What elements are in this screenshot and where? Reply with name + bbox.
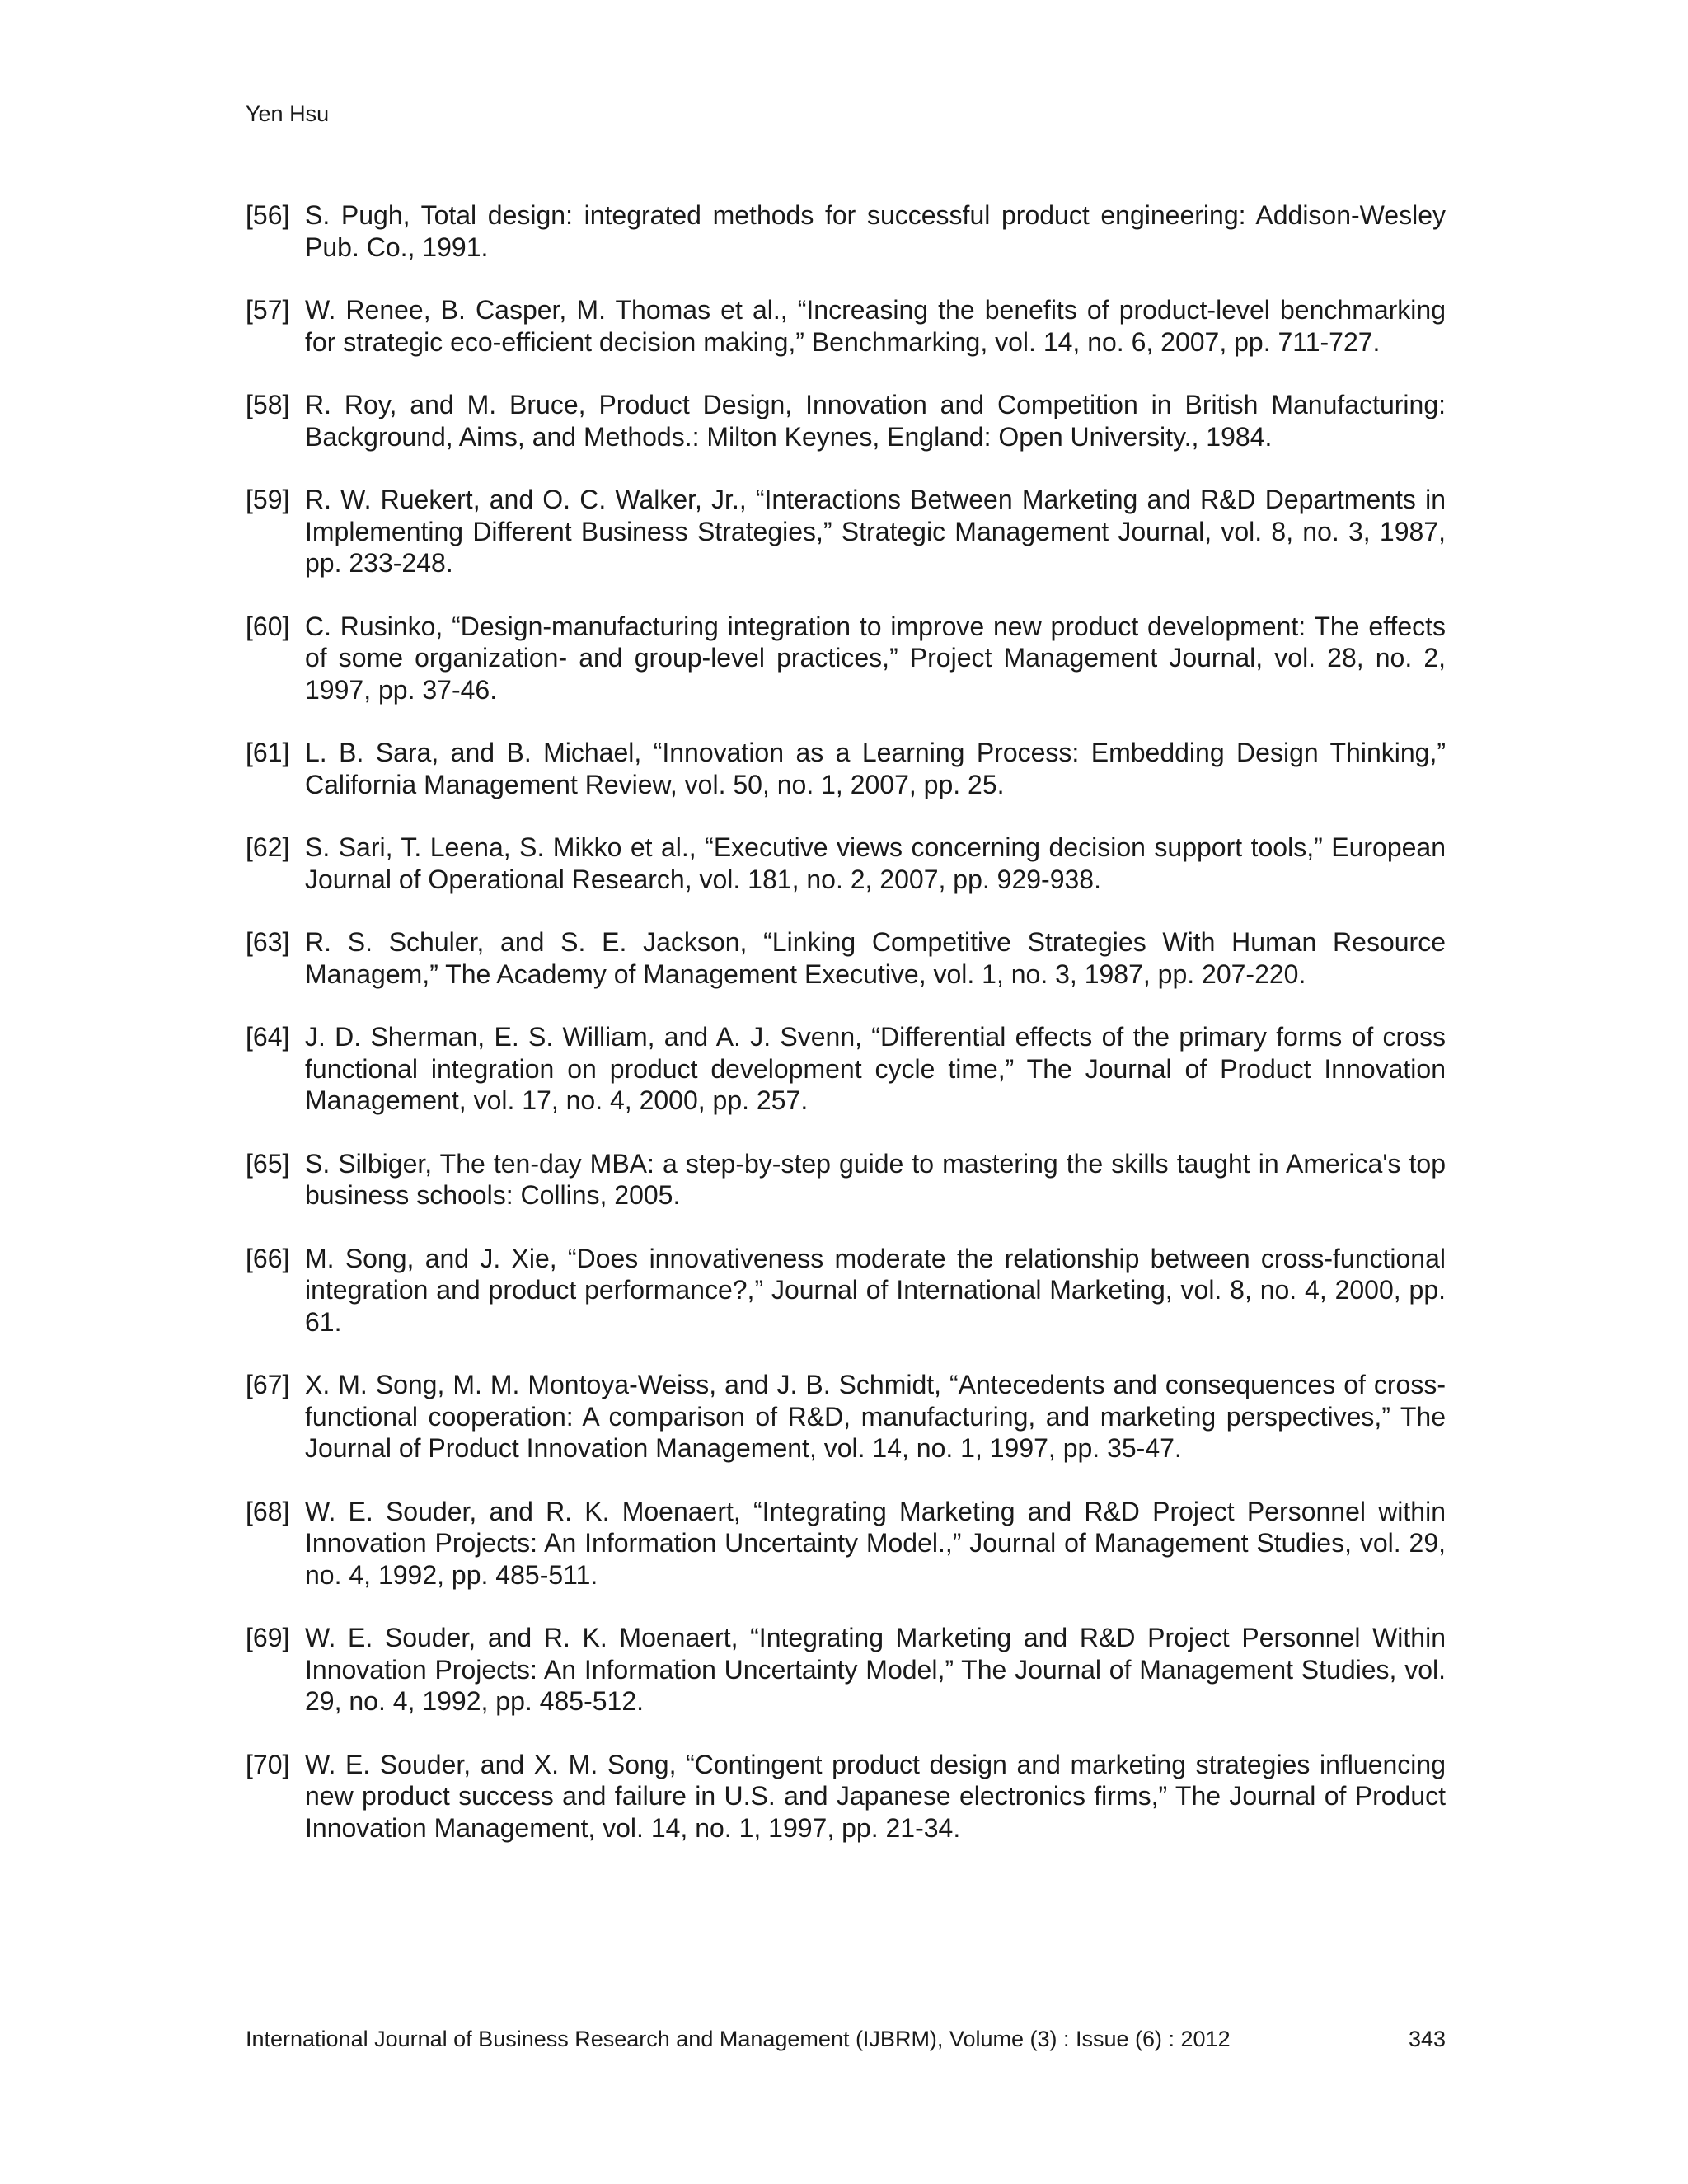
reference-text: W. E. Souder, and X. M. Song, “Contingent product design and marketing strategies influencing new product success and failure in U.S. and Japanese electronics firms,” The Journal of Product Innovation Management, vol. 14, no. 1, 1997, pp. 21-34. — [305, 1749, 1446, 1843]
reference-item — [246, 832, 1446, 895]
reference-number: [65] — [246, 1148, 290, 1179]
running-head-author: Yen Hsu — [246, 101, 330, 126]
reference-text: R. Roy, and M. Bruce, Product Design, Innovation and Competition in British Manufacturing: Background, Aims, and Methods.: Milton Keynes, England: Open University., 1984. — [305, 390, 1446, 452]
reference-text: W. E. Souder, and R. K. Moenaert, “Integrating Marketing and R&D Project Personnel Within Innovation Projects: An Information Uncertainty Model,” The Journal of Management Studies, vol. 29, no. 4, 1992, pp. 485-512. — [305, 1623, 1446, 1716]
reference-item — [246, 1021, 1446, 1117]
reference-number: [64] — [246, 1022, 290, 1052]
reference-item — [246, 1749, 1446, 1844]
reference-item — [246, 737, 1446, 800]
reference-number: [58] — [246, 390, 290, 419]
reference-list — [246, 199, 1446, 1875]
reference-text: X. M. Song, M. M. Montoya-Weiss, and J. B. Schmidt, “Antecedents and consequences of cross-functional cooperation: A comparison of R&D, manufacturing, and marketing perspectives,” The Journal of Product Innovation Management, vol. 14, no. 1, 1997, pp. 35-47. — [305, 1370, 1446, 1463]
reference-text: R. W. Ruekert, and O. C. Walker, Jr., “Interactions Between Marketing and R&D Departments in Implementing Different Business Strategies,” Strategic Management Journal, vol. 8, no. 3, 1987, pp. 233-248. — [305, 485, 1446, 578]
reference-number: [66] — [246, 1243, 290, 1273]
reference-text: C. Rusinko, “Design-manufacturing integration to improve new product development: The effects of some organization- and group-level practices,” Project Management Journal, vol. 28, no. 2, 1997, pp. 37-46. — [305, 611, 1446, 705]
page-number: 343 — [1408, 2027, 1446, 2051]
reference-number: [63] — [246, 927, 290, 957]
reference-item — [246, 926, 1446, 990]
reference-number: [60] — [246, 611, 290, 641]
reference-number: [68] — [246, 1496, 290, 1526]
reference-item — [246, 389, 1446, 452]
reference-text: S. Pugh, Total design: integrated methods for successful product engineering: Addison-Wesley Pub. Co., 1991. — [305, 200, 1446, 262]
reference-item — [246, 1622, 1446, 1718]
reference-item — [246, 1243, 1446, 1338]
reference-item — [246, 611, 1446, 706]
reference-number: [57] — [246, 295, 290, 325]
reference-number: [67] — [246, 1370, 290, 1399]
reference-number: [62] — [246, 832, 290, 862]
reference-number: [69] — [246, 1623, 290, 1652]
reference-text: W. Renee, B. Casper, M. Thomas et al., “Increasing the benefits of product-level benchmarking for strategic eco-efficient decision making,” Benchmarking, vol. 14, no. 6, 2007, pp. 711-727. — [305, 295, 1446, 357]
reference-item — [246, 294, 1446, 358]
reference-text: L. B. Sara, and B. Michael, “Innovation as a Learning Process: Embedding Design Thinking,” California Management Review, vol. 50, no. 1, 2007, pp. 25. — [305, 738, 1446, 799]
reference-number: [59] — [246, 485, 290, 514]
reference-number: [61] — [246, 738, 290, 767]
reference-text: R. S. Schuler, and S. E. Jackson, “Linking Competitive Strategies With Human Resource Managem,” The Academy of Management Executive, vol. 1, no. 3, 1987, pp. 207-220. — [305, 927, 1446, 989]
reference-item — [246, 199, 1446, 263]
reference-text: M. Song, and J. Xie, “Does innovativeness moderate the relationship between cross-functional integration and product performance?,” Journal of International Marketing, vol. 8, no. 4, 2000, pp. 61. — [305, 1243, 1446, 1337]
reference-item — [246, 1148, 1446, 1212]
reference-text: S. Silbiger, The ten-day MBA: a step-by-step guide to mastering the skills taught in America's top business schools: Collins, 2005. — [305, 1148, 1446, 1210]
reference-number: [56] — [246, 200, 290, 230]
reference-text: S. Sari, T. Leena, S. Mikko et al., “Executive views concerning decision support tools,” European Journal of Operational Research, vol. 181, no. 2, 2007, pp. 929-938. — [305, 832, 1446, 894]
footer-journal-citation: International Journal of Business Research and Management (IJBRM), Volume (3) : Issue (6) : 2012 — [246, 2027, 1231, 2051]
page-footer — [246, 2024, 1446, 2054]
reference-item — [246, 1369, 1446, 1465]
reference-number: [70] — [246, 1749, 290, 1779]
reference-item — [246, 484, 1446, 579]
reference-text: J. D. Sherman, E. S. William, and A. J. Svenn, “Differential effects of the primary forms of cross functional integration on product development cycle time,” The Journal of Product Innovation Management, vol. 17, no. 4, 2000, pp. 257. — [305, 1022, 1446, 1115]
reference-text: W. E. Souder, and R. K. Moenaert, “Integrating Marketing and R&D Project Personnel within Innovation Projects: An Information Uncertainty Model.,” Journal of Management Studies, vol. 29, no. 4, 1992, pp. 485-511. — [305, 1496, 1446, 1590]
reference-item — [246, 1496, 1446, 1591]
